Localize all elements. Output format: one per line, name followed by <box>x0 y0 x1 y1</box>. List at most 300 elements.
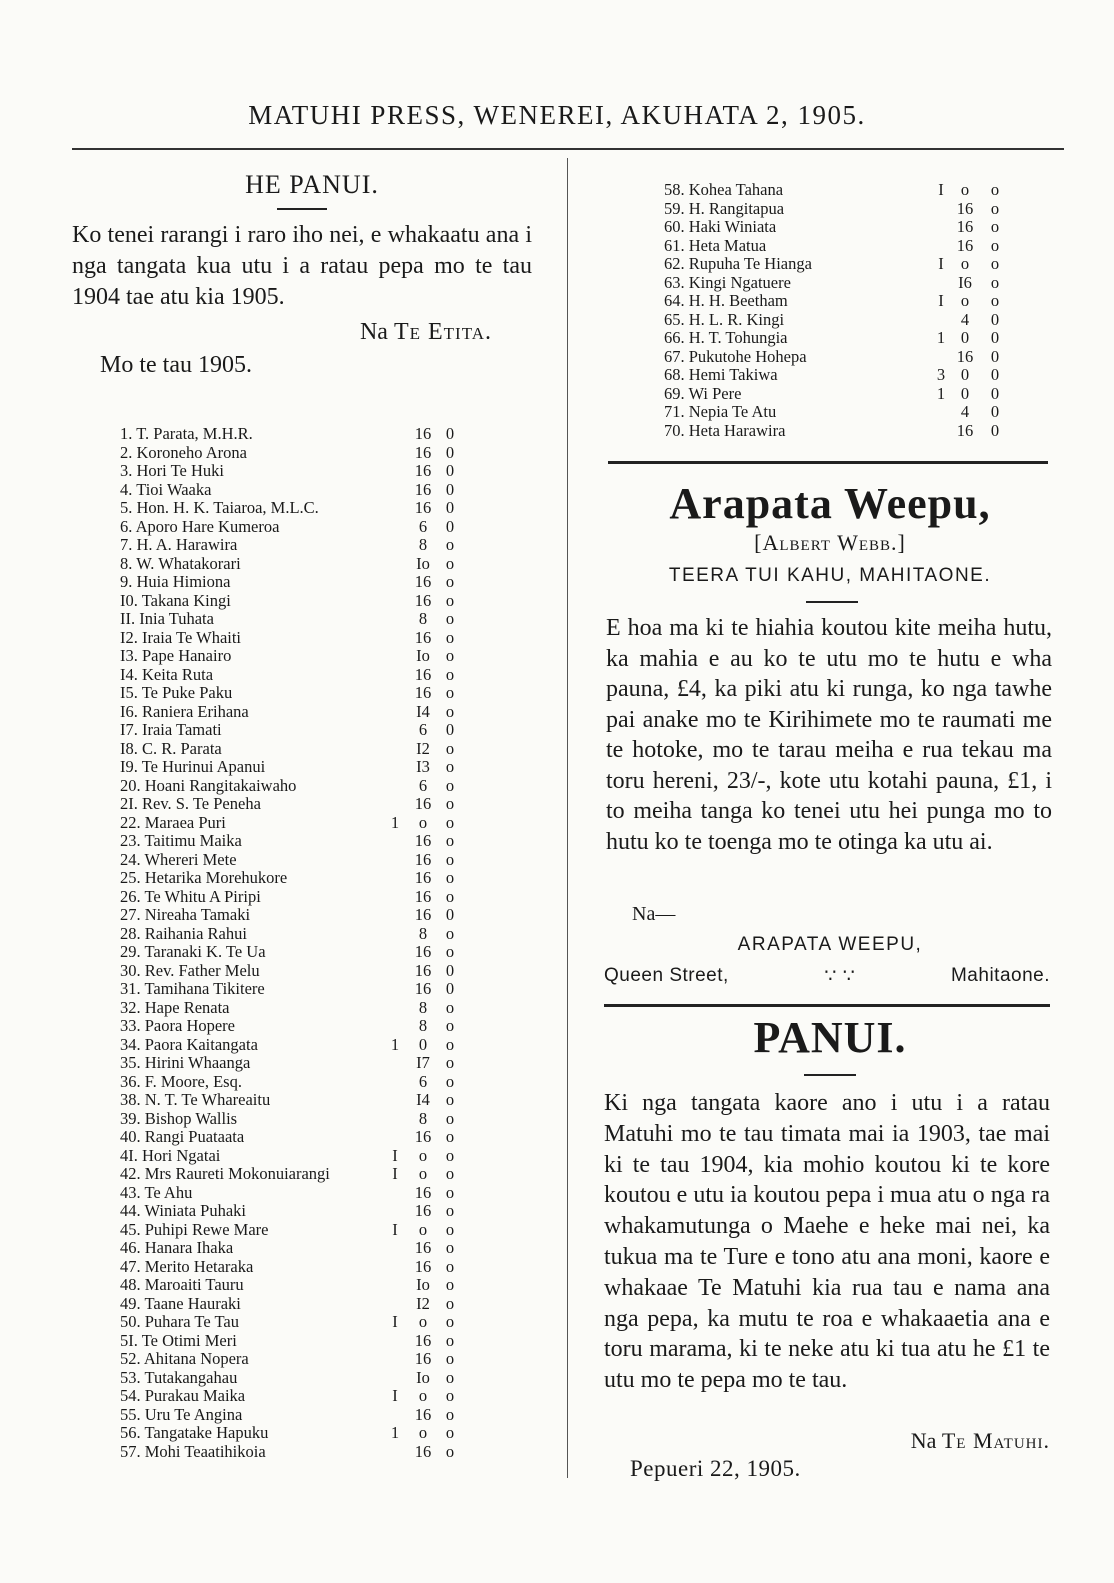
amount-shillings: 8 <box>418 923 428 943</box>
amount-pence: o <box>445 1127 455 1146</box>
payer-name: 59. H. Rangitapua <box>664 198 785 218</box>
list-item <box>120 1387 480 1406</box>
amount-pence: o <box>445 831 455 850</box>
payer-name: 55. Uru Te Angina <box>120 1404 243 1424</box>
amount-pence: o <box>445 1367 455 1387</box>
amount-shillings: 0 <box>960 365 970 384</box>
payer-name: I5. Te Puke Paku <box>120 683 233 702</box>
top-rule <box>72 148 1064 150</box>
list-item <box>120 888 480 907</box>
list-item <box>120 1313 480 1332</box>
amount-pence: o <box>445 1312 455 1331</box>
amount-pence: o <box>445 1219 455 1239</box>
amount-pence: o <box>445 1423 455 1442</box>
payer-name: 69. Wi Pere <box>664 383 742 403</box>
amount-pence: 0 <box>445 905 455 924</box>
amount-pence: o <box>445 1256 455 1276</box>
list-item <box>664 366 1024 385</box>
amount-pence: o <box>445 683 455 702</box>
list-item <box>120 814 480 833</box>
amount-pence: 0 <box>990 309 1000 329</box>
amount-shillings: 16 <box>956 346 974 366</box>
amount-pence: o <box>445 1386 455 1405</box>
list-item <box>120 555 480 574</box>
list-item <box>120 906 480 925</box>
amount-pence: o <box>445 609 455 628</box>
list-item <box>120 999 480 1018</box>
payer-name: 34. Paora Kaitangata <box>120 1034 258 1054</box>
amount-pounds: 1 <box>390 1034 400 1054</box>
amount-shillings: o <box>960 254 970 273</box>
list-item <box>120 851 480 870</box>
payer-name: 4I. Hori Ngatai <box>120 1145 221 1165</box>
list-item <box>664 403 1024 422</box>
payer-name: 63. Kingi Ngatuere <box>664 272 791 292</box>
list-item <box>120 1110 480 1129</box>
list-item <box>664 292 1024 311</box>
list-item <box>120 444 480 463</box>
amount-pounds: 1 <box>936 383 946 403</box>
amount-pence: o <box>445 1182 455 1202</box>
payer-name: 9. Huia Himiona <box>120 572 231 591</box>
amount-shillings: I4 <box>416 701 430 721</box>
payer-name: 28. Raihania Rahui <box>120 923 247 943</box>
payer-name: I0. Takana Kingi <box>120 590 231 610</box>
amount-shillings: Io <box>416 1367 430 1387</box>
list-item <box>120 832 480 851</box>
amount-shillings: 16 <box>414 794 432 813</box>
amount-pounds: I <box>392 1145 398 1165</box>
list-item <box>664 274 1024 293</box>
amount-pence: o <box>445 1090 455 1109</box>
advert-signature-name: ARAPATA WEEPU, <box>737 934 923 955</box>
advert-top-rule <box>608 461 1048 464</box>
panui-short-rule <box>804 1074 856 1076</box>
amount-shillings: I2 <box>416 738 430 758</box>
amount-pence: o <box>990 291 1000 310</box>
amount-shillings: 0 <box>418 1034 428 1054</box>
list-item <box>120 1036 480 1055</box>
amount-pounds: I <box>938 180 944 199</box>
list-item <box>120 1350 480 1369</box>
amount-shillings: 16 <box>414 1182 432 1202</box>
payer-name: 22. Maraea Puri <box>120 812 226 832</box>
list-item <box>120 795 480 814</box>
amount-pence: o <box>445 812 455 832</box>
list-item <box>120 1202 480 1221</box>
amount-pence: o <box>445 1404 455 1424</box>
amount-pounds: I <box>938 254 944 273</box>
panui-signature-name: Te Matuhi. <box>941 1428 1050 1453</box>
payer-name: 7. H. A. Harawira <box>120 535 238 554</box>
amount-pence: o <box>445 1441 455 1461</box>
amount-pence: o <box>445 1053 455 1072</box>
amount-shillings: 8 <box>418 1108 428 1128</box>
payer-name: 27. Nireaha Tamaki <box>120 905 251 924</box>
list-item <box>120 925 480 944</box>
list-item <box>120 1184 480 1203</box>
amount-pence: o <box>445 1330 455 1350</box>
amount-shillings: 16 <box>414 1201 432 1220</box>
amount-pounds: I <box>392 1219 398 1239</box>
amount-pence: 0 <box>990 402 1000 421</box>
amount-pence: 0 <box>445 424 455 443</box>
panui-title: PANUI. <box>753 1013 907 1062</box>
payer-name: 71. Nepia Te Atu <box>664 402 777 421</box>
payer-name: 6. Aporo Hare Kumeroa <box>120 516 280 536</box>
list-item <box>664 329 1024 348</box>
amount-pence: o <box>445 1349 455 1368</box>
payer-name: 62. Rupuha Te Hianga <box>664 254 812 273</box>
amount-shillings: o <box>418 1386 428 1405</box>
amount-shillings: 16 <box>414 1349 432 1368</box>
amount-shillings: Io <box>416 553 430 573</box>
list-item <box>120 666 480 685</box>
amount-shillings: 16 <box>956 198 974 218</box>
amount-shillings: 16 <box>414 1441 432 1461</box>
amount-shillings: 16 <box>414 442 432 462</box>
amount-pence: 0 <box>990 365 1000 384</box>
payer-name: II. Inia Tuhata <box>120 609 214 628</box>
payer-name: 43. Te Ahu <box>120 1182 193 1202</box>
payer-name: I9. Te Hurinui Apanui <box>120 757 266 776</box>
amount-shillings: o <box>418 1423 428 1442</box>
amount-pence: o <box>445 1034 455 1054</box>
list-item <box>120 1221 480 1240</box>
payer-name: 1. T. Parata, M.H.R. <box>120 424 253 443</box>
amount-shillings: 16 <box>414 461 432 480</box>
amount-pence: 0 <box>445 498 455 517</box>
signature-na: Na <box>359 319 388 345</box>
list-item <box>120 1424 480 1443</box>
amount-pence: o <box>990 254 1000 273</box>
payer-name: 50. Puhara Te Tau <box>120 1312 239 1331</box>
list-item <box>120 610 480 629</box>
payer-name: I3. Pape Hanairo <box>120 646 232 665</box>
payer-name: 46. Hanara Ihaka <box>120 1238 234 1257</box>
amount-pence: 0 <box>445 442 455 462</box>
amount-shillings: 16 <box>414 1256 432 1276</box>
amount-shillings: I6 <box>958 272 972 292</box>
amount-pence: 0 <box>990 383 1000 403</box>
payer-name: 35. Hirini Whaanga <box>120 1053 251 1072</box>
payments-list-left <box>120 425 480 1461</box>
amount-pence: 0 <box>990 346 1000 366</box>
list-item <box>120 499 480 518</box>
address-town: Mahitaone. <box>950 965 1050 986</box>
amount-shillings: o <box>418 812 428 832</box>
amount-shillings: 16 <box>414 905 432 924</box>
advert-subtitle: [Albert Webb.] <box>754 530 906 555</box>
list-item <box>120 647 480 666</box>
payer-name: 5I. Te Otimi Meri <box>120 1330 237 1350</box>
amount-pence: o <box>990 217 1000 236</box>
amount-shillings: 16 <box>414 849 432 869</box>
payer-name: 42. Mrs Raureti Mokonuiarangi <box>120 1164 330 1183</box>
list-item <box>664 200 1024 219</box>
amount-pence: o <box>445 849 455 869</box>
notice-section <box>72 170 532 379</box>
payer-name: 56. Tangatake Hapuku <box>120 1423 269 1442</box>
payer-name: 40. Rangi Puataata <box>120 1127 245 1146</box>
list-item <box>664 255 1024 274</box>
amount-shillings: o <box>960 180 970 199</box>
amount-pence: o <box>445 1238 455 1257</box>
payer-name: 20. Hoani Rangitakaiwaho <box>120 775 297 795</box>
panui-signature <box>604 1428 1050 1454</box>
amount-shillings: Io <box>416 646 430 665</box>
address-ornament: ∵ ∵ <box>824 966 856 987</box>
amount-pence: 0 <box>445 979 455 998</box>
list-item <box>120 684 480 703</box>
amount-pence: 0 <box>445 461 455 480</box>
amount-pence: o <box>990 235 1000 255</box>
payer-name: 48. Maroaiti Tauru <box>120 1275 244 1294</box>
list-item <box>664 181 1024 200</box>
title-rule <box>277 208 327 210</box>
list-item <box>120 1406 480 1425</box>
amount-pence: 0 <box>445 960 455 980</box>
amount-pence: o <box>445 886 455 906</box>
amount-shillings: 16 <box>414 868 432 887</box>
list-item <box>120 1295 480 1314</box>
list-item <box>120 1165 480 1184</box>
amount-pence: o <box>445 1145 455 1165</box>
amount-pounds: 1 <box>390 812 400 832</box>
amount-shillings: 16 <box>414 424 432 443</box>
payer-name: 58. Kohea Tahana <box>664 180 784 199</box>
amount-shillings: o <box>418 1164 428 1183</box>
advert-na: Na— <box>632 903 676 925</box>
payer-name: 24. Whereri Mete <box>120 849 237 869</box>
payer-name: 8. W. Whatakorari <box>120 553 241 573</box>
list-item <box>120 1276 480 1295</box>
payer-name: 44. Winiata Puhaki <box>120 1201 246 1220</box>
amount-shillings: 16 <box>414 590 432 610</box>
amount-shillings: 16 <box>956 217 974 236</box>
list-item <box>120 1073 480 1092</box>
amount-shillings: 8 <box>418 609 428 628</box>
amount-shillings: o <box>960 291 970 310</box>
amount-pence: o <box>445 572 455 591</box>
amount-pence: o <box>990 198 1000 218</box>
payer-name: 61. Heta Matua <box>664 235 767 255</box>
payer-name: 30. Rev. Father Melu <box>120 960 260 980</box>
amount-pounds: 1 <box>936 328 946 347</box>
payer-name: 33. Paora Hopere <box>120 1016 236 1035</box>
panui-body: Ki nga tangata kaore ano i utu i a ratau Matuhi mo te tau timata mai ia 1903, tae mai ki te tau 1904, kia mohio koutou ki te kore koutou e utu ia koutou pepa i mua atu o nga ra whakamutunga o Maehe e heke mai nei, ka tukua ma te Ture e tono atu ana moni, kaore e whakaae Te Matuhi kia rua tau e nama ana nga pepa, ka mutu te roa e whakaaetia ana e toru marama, ki te neke atu ki tua atu he £1 te utu mo te pepa mo te tau. <box>604 1090 1050 1394</box>
list-item <box>120 592 480 611</box>
list-item <box>120 703 480 722</box>
payer-name: 26. Te Whitu A Piripi <box>120 886 261 906</box>
amount-shillings: 16 <box>414 572 432 591</box>
amount-shillings: 16 <box>414 1330 432 1350</box>
list-item <box>664 311 1024 330</box>
amount-shillings: 16 <box>956 235 974 255</box>
payer-name: 45. Puhipi Rewe Mare <box>120 1219 269 1239</box>
list-item <box>120 1147 480 1166</box>
list-item <box>120 629 480 648</box>
amount-shillings: I7 <box>416 1053 430 1072</box>
payer-name: 66. H. T. Tohungia <box>664 328 788 347</box>
payer-name: 60. Haki Winiata <box>664 217 777 236</box>
list-item <box>120 573 480 592</box>
payer-name: I6. Raniera Erihana <box>120 701 249 721</box>
masthead: MATUHI PRESS, WENEREI, AKUHATA 2, 1905. <box>248 100 866 130</box>
payer-name: 36. F. Moore, Esq. <box>120 1071 242 1091</box>
list-item <box>120 1369 480 1388</box>
amount-shillings: 16 <box>414 1238 432 1257</box>
advert-street: TEERA TUI KAHU, MAHITAONE. <box>668 565 992 586</box>
amount-pence: o <box>445 535 455 554</box>
amount-shillings: 8 <box>418 997 428 1017</box>
list-item <box>120 1443 480 1462</box>
amount-pence: 0 <box>990 420 1000 440</box>
payer-name: 67. Pukutohe Hohepa <box>664 346 807 366</box>
payer-name: 29. Taranaki K. Te Ua <box>120 942 266 961</box>
amount-pounds: 3 <box>936 365 946 384</box>
notice-signature <box>72 319 492 346</box>
payer-name: I2. Iraia Te Whaiti <box>120 627 242 647</box>
list-item <box>664 218 1024 237</box>
amount-pence: o <box>445 701 455 721</box>
payer-name: 49. Taane Hauraki <box>120 1293 241 1313</box>
list-item <box>120 1258 480 1277</box>
amount-shillings: 4 <box>960 402 970 421</box>
amount-pence: o <box>445 757 455 776</box>
amount-shillings: o <box>418 1145 428 1165</box>
amount-pence: o <box>445 942 455 961</box>
amount-pence: o <box>445 868 455 887</box>
amount-pounds: 1 <box>390 1423 400 1442</box>
list-item <box>120 1054 480 1073</box>
amount-pence: o <box>445 1071 455 1091</box>
amount-shillings: 4 <box>960 309 970 329</box>
amount-pence: o <box>445 923 455 943</box>
column-divider <box>567 158 568 1478</box>
list-item <box>120 518 480 537</box>
payer-name: 2. Koroneho Arona <box>120 442 247 462</box>
amount-shillings: I3 <box>416 757 430 776</box>
payer-name: 57. Mohi Teaatihikoia <box>120 1441 266 1461</box>
list-item <box>120 869 480 888</box>
payer-name: 70. Heta Harawira <box>664 420 786 440</box>
amount-shillings: 6 <box>418 775 428 795</box>
amount-pounds: I <box>392 1386 398 1405</box>
list-item <box>120 758 480 777</box>
amount-pence: o <box>445 1108 455 1128</box>
amount-shillings: 6 <box>418 720 428 739</box>
list-item <box>120 980 480 999</box>
advert-address <box>604 965 1050 988</box>
payer-name: 64. H. H. Beetham <box>664 291 788 310</box>
list-item <box>120 536 480 555</box>
payer-name: 47. Merito Hetaraka <box>120 1256 254 1276</box>
payer-name: 5. Hon. H. K. Taiaroa, M.L.C. <box>120 498 319 517</box>
payer-name: 2I. Rev. S. Te Peneha <box>120 794 261 813</box>
year-heading: Mo te tau 1905. <box>100 352 252 378</box>
amount-shillings: 16 <box>414 479 432 499</box>
amount-shillings: 16 <box>414 979 432 998</box>
amount-pence: 0 <box>990 328 1000 347</box>
amount-pence: o <box>445 1201 455 1220</box>
amount-pounds: I <box>938 291 944 310</box>
amount-shillings: 16 <box>414 498 432 517</box>
list-item <box>120 1091 480 1110</box>
panui-date: Pepueri 22, 1905. <box>630 1456 801 1481</box>
amount-shillings: 16 <box>414 1404 432 1424</box>
list-item <box>664 348 1024 367</box>
payer-name: 32. Hape Renata <box>120 997 230 1017</box>
amount-pence: o <box>445 553 455 573</box>
address-street: Queen Street, <box>604 965 729 986</box>
amount-shillings: 6 <box>418 516 428 536</box>
payer-name: 39. Bishop Wallis <box>120 1108 238 1128</box>
amount-shillings: 16 <box>414 627 432 647</box>
list-item <box>120 425 480 444</box>
amount-shillings: 16 <box>414 683 432 702</box>
advert-short-rule <box>806 601 858 603</box>
payments-list-right <box>664 181 1024 440</box>
payer-name: 25. Hetarika Morehukore <box>120 868 288 887</box>
panui-signature-na: Na <box>910 1428 937 1453</box>
amount-shillings: 8 <box>418 1016 428 1035</box>
list-item <box>664 385 1024 404</box>
amount-shillings: 0 <box>960 328 970 347</box>
list-item <box>120 962 480 981</box>
list-item <box>120 1128 480 1147</box>
amount-pence: o <box>445 646 455 665</box>
list-item <box>120 1017 480 1036</box>
amount-pence: 0 <box>445 479 455 499</box>
amount-shillings: 16 <box>414 942 432 961</box>
payer-name: I4. Keita Ruta <box>120 664 214 684</box>
amount-pence: 0 <box>445 516 455 536</box>
payer-name: 23. Taitimu Maika <box>120 831 242 850</box>
amount-pence: o <box>445 1275 455 1294</box>
payer-name: 31. Tamihana Tikitere <box>120 979 265 998</box>
amount-pence: o <box>445 794 455 813</box>
amount-pence: o <box>445 775 455 795</box>
amount-pence: o <box>445 1164 455 1183</box>
notice-body: Ko tenei rarangi i raro iho nei, e whakaatu ana i nga tangata kua utu i a ratau pepa mo te tau 1904 tae atu kia 1905. <box>72 222 532 310</box>
amount-pence: o <box>445 1293 455 1313</box>
amount-pence: o <box>445 1016 455 1035</box>
amount-shillings: 16 <box>414 886 432 906</box>
amount-shillings: o <box>418 1312 428 1331</box>
notice-title: HE PANUI. <box>245 170 379 199</box>
amount-pence: o <box>445 738 455 758</box>
payer-name: 68. Hemi Takiwa <box>664 365 778 384</box>
amount-shillings: 0 <box>960 383 970 403</box>
list-item <box>664 422 1024 441</box>
payer-name: 3. Hori Te Huki <box>120 461 224 480</box>
advert-title: Arapata Weepu, <box>669 479 991 528</box>
list-item <box>120 1332 480 1351</box>
amount-pounds: I <box>392 1312 398 1331</box>
list-item <box>120 777 480 796</box>
payer-name: I7. Iraia Tamati <box>120 720 222 739</box>
payer-name: 38. N. T. Te Whareaitu <box>120 1090 271 1109</box>
payer-name: 65. H. L. R. Kingi <box>664 309 785 329</box>
amount-shillings: 16 <box>414 664 432 684</box>
amount-pence: o <box>445 997 455 1017</box>
amount-pence: o <box>445 627 455 647</box>
amount-shillings: 16 <box>414 831 432 850</box>
amount-pence: o <box>990 180 1000 199</box>
amount-pence: o <box>445 590 455 610</box>
amount-shillings: Io <box>416 1275 430 1294</box>
